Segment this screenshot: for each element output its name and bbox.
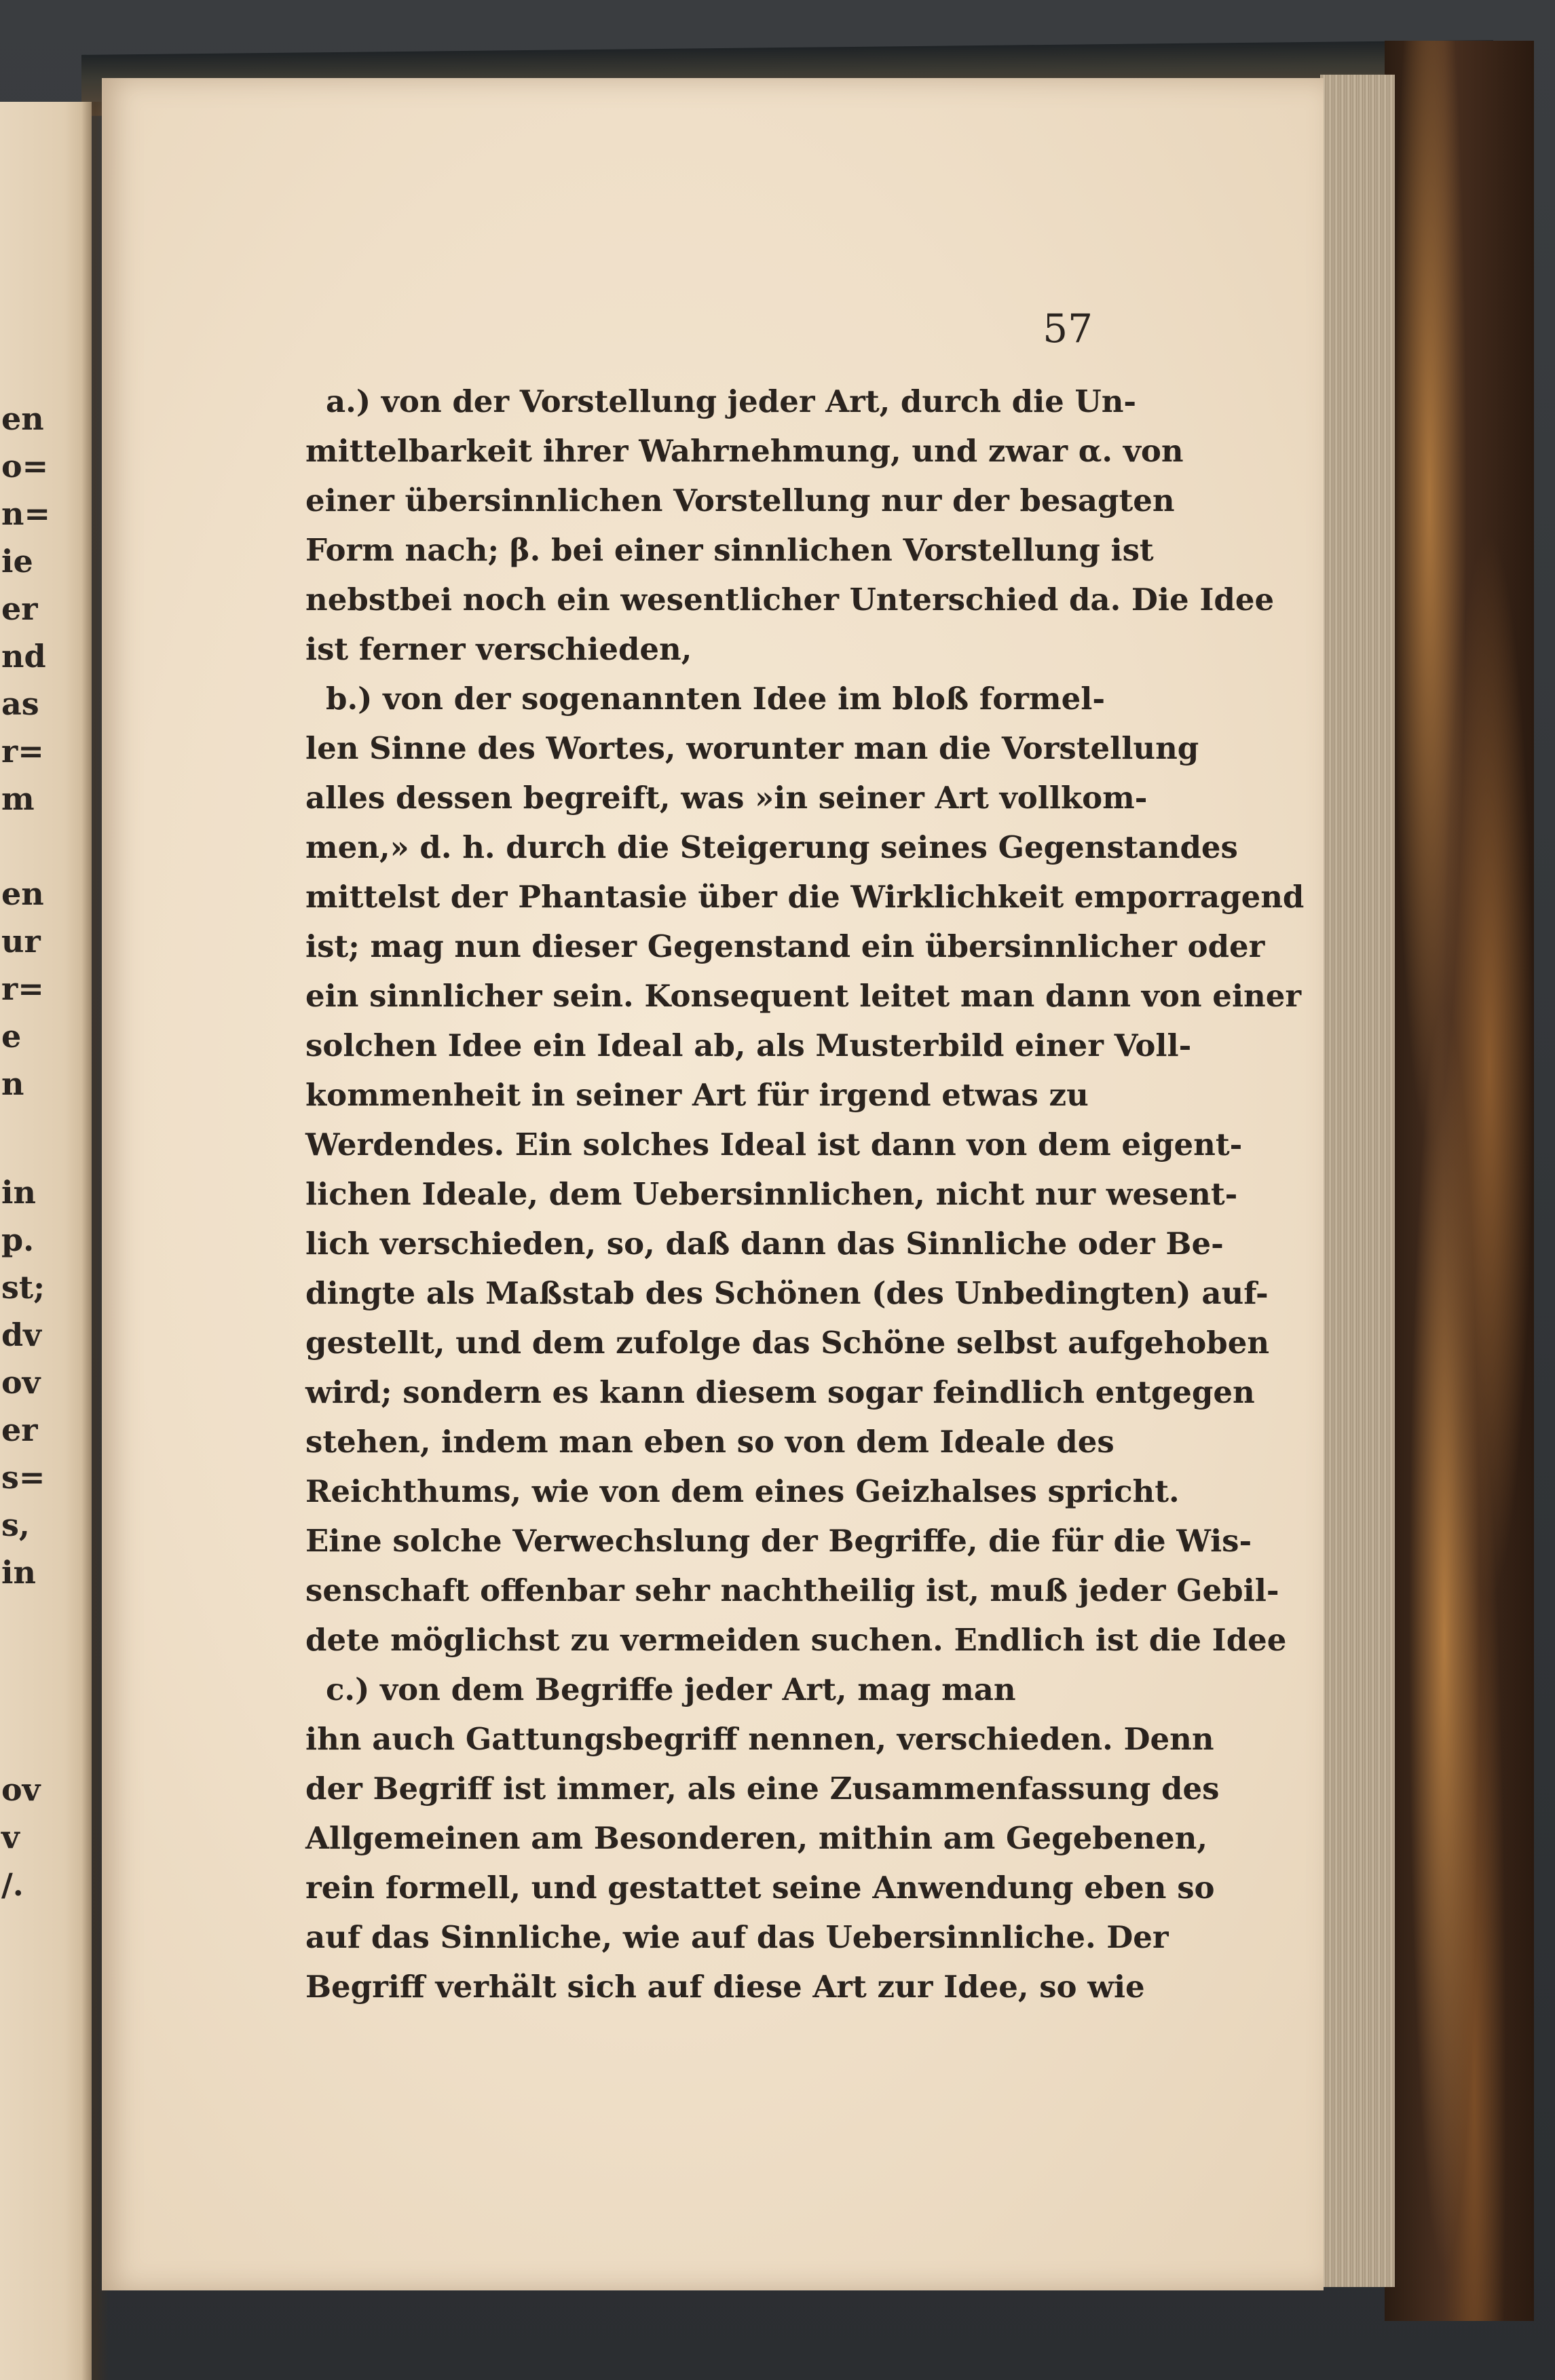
text-line: men,» d. h. durch die Steigerung seines Gegenstandes — [305, 829, 1238, 865]
left-fragment: e — [1, 1018, 22, 1055]
text-line: ist ferner verschieden, — [305, 631, 692, 667]
text-line: senschaft offenbar sehr nachtheilig ist, muß jeder Gebil- — [305, 1572, 1279, 1608]
text-line: nebstbei noch ein wesentlicher Unterschied da. Die Idee — [305, 582, 1275, 618]
left-fragment: nd — [1, 638, 46, 675]
text-line: Werdendes. Ein solches Ideal ist dann von dem eigent- — [305, 1127, 1243, 1163]
left-fragment: ie — [1, 543, 33, 580]
text-line: Reichthums, wie von dem eines Geizhalses spricht. — [305, 1473, 1180, 1509]
text-line: b.) von der sogenannten Idee im bloß formel- — [326, 681, 1106, 717]
left-fragment: en — [1, 400, 44, 437]
text-line: dingte als Maßstab des Schönen (des Unbedingten) auf- — [305, 1275, 1269, 1311]
left-fragment: ov — [1, 1771, 41, 1808]
text-line: Form nach; β. bei einer sinnlichen Vorstellung ist — [305, 532, 1154, 568]
page-stack-edge — [1320, 75, 1395, 2287]
text-line: solchen Idee ein Ideal ab, als Musterbild einer Voll- — [305, 1027, 1192, 1063]
left-fragment: in — [1, 1554, 36, 1591]
text-line: mittelst der Phantasie über die Wirklichkeit emporragend — [305, 879, 1305, 915]
text-line: Begriff verhält sich auf diese Art zur Idee, so wie — [305, 1969, 1145, 2005]
text-line: lich verschieden, so, daß dann das Sinnliche oder Be- — [305, 1226, 1224, 1262]
body-text — [305, 377, 1305, 2011]
left-fragment: s= — [1, 1459, 45, 1496]
left-fragment: m — [1, 780, 35, 817]
left-fragment: ur — [1, 923, 41, 960]
text-line: Allgemeinen am Besonderen, mithin am Gegebenen, — [305, 1820, 1208, 1856]
left-facing-page — [0, 102, 92, 2380]
left-fragment: s, — [1, 1507, 30, 1543]
text-line: ihn auch Gattungsbegriff nennen, verschieden. Denn — [305, 1721, 1214, 1757]
page-number: 57 — [1043, 305, 1093, 352]
left-fragment: en — [1, 875, 44, 912]
text-line: mittelbarkeit ihrer Wahrnehmung, und zwar α. von — [305, 433, 1184, 469]
left-fragment: p. — [1, 1222, 35, 1258]
left-fragment: o= — [1, 448, 49, 485]
left-fragment: n= — [1, 495, 50, 532]
left-fragment: er — [1, 590, 38, 627]
text-line: lichen Ideale, dem Uebersinnlichen, nicht nur wesent- — [305, 1176, 1238, 1212]
left-fragment: v — [1, 1819, 20, 1855]
left-fragment: /. — [1, 1866, 24, 1903]
left-fragment: r= — [1, 733, 44, 770]
text-line: ein sinnlicher sein. Konsequent leitet man dann von einer — [305, 978, 1302, 1014]
text-line: ist; mag nun dieser Gegenstand ein übersinnlicher oder — [305, 928, 1265, 964]
text-line: c.) von dem Begriffe jeder Art, mag man — [326, 1671, 1016, 1707]
text-line: gestellt, und dem zufolge das Schöne selbst aufgehoben — [305, 1325, 1270, 1361]
text-line: einer übersinnlichen Vorstellung nur der besagten — [305, 483, 1175, 518]
text-line: auf das Sinnliche, wie auf das Uebersinnliche. Der — [305, 1919, 1169, 1955]
text-line: rein formell, und gestattet seine Anwendung eben so — [305, 1870, 1215, 1906]
text-line: alles dessen begreift, was »in seiner Art vollkom- — [305, 780, 1148, 816]
text-line: der Begriff ist immer, als eine Zusammenfassung des — [305, 1771, 1220, 1807]
text-line: Eine solche Verwechslung der Begriffe, die für die Wis- — [305, 1523, 1252, 1559]
text-line: a.) von der Vorstellung jeder Art, durch die Un- — [326, 383, 1137, 419]
text-line: dete möglichst zu vermeiden suchen. Endlich ist die Idee — [305, 1622, 1287, 1658]
left-fragment: n — [1, 1065, 24, 1102]
left-fragment: in — [1, 1174, 36, 1211]
text-line: stehen, indem man eben so von dem Ideale des — [305, 1424, 1114, 1460]
left-fragment: ov — [1, 1364, 41, 1401]
text-line: kommenheit in seiner Art für irgend etwas zu — [305, 1077, 1089, 1113]
text-line: wird; sondern es kann diesem sogar feindlich entgegen — [305, 1374, 1255, 1410]
left-fragment: dv — [1, 1317, 41, 1353]
left-fragment: as — [1, 685, 39, 722]
marbled-cover — [1385, 41, 1534, 2321]
left-fragment: st; — [1, 1269, 45, 1306]
left-fragment: r= — [1, 970, 44, 1007]
main-page — [102, 78, 1324, 2290]
text-line: len Sinne des Wortes, worunter man die Vorstellung — [305, 730, 1199, 766]
left-fragment: er — [1, 1412, 38, 1448]
